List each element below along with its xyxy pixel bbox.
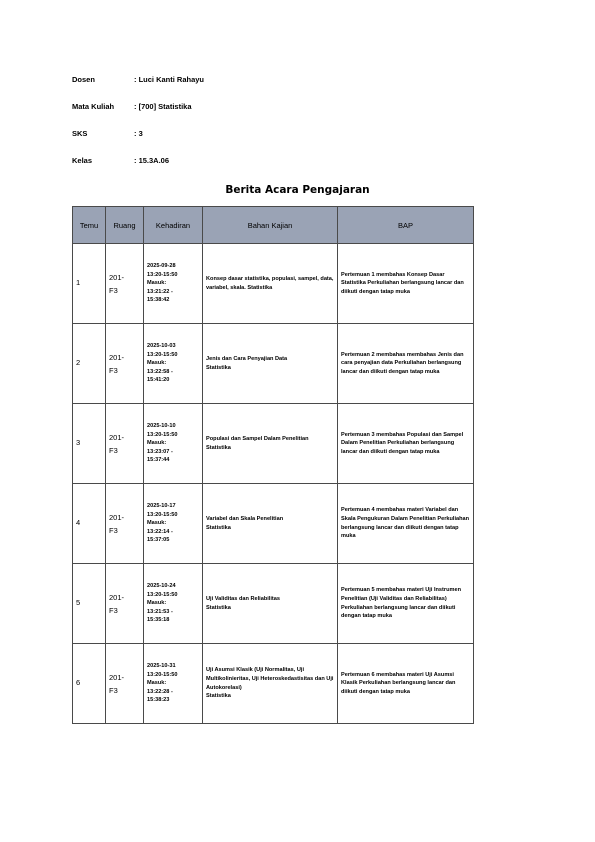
cell-kehadiran: 2025-10-31 13:20-15:50 Masuk: 13:22:28 - 15:38:23 — [144, 644, 203, 724]
info-value: : 3 — [134, 129, 143, 138]
cell-ruang: 201- F3 — [106, 324, 144, 404]
cell-temu: 2 — [73, 324, 106, 404]
header-bahan-kajian: Bahan Kajian — [203, 207, 338, 244]
info-value: : Luci Kanti Rahayu — [134, 75, 205, 84]
cell-kehadiran: 2025-10-17 13:20-15:50 Masuk: 13:22:14 - 15:37:05 — [144, 484, 203, 564]
cell-bap: Pertemuan 1 membahas Konsep Dasar Statistika Perkuliahan berlangsung lancar dan diikuti dengan tatap muka — [338, 244, 474, 324]
table-row — [73, 244, 474, 324]
cell-bap: Pertemuan 3 membahas Populasi dan Sampel Dalam Penelitian Perkuliahan berlangsung lancar dan diikuti dengan tatap muka — [338, 404, 474, 484]
cell-ruang: 201- F3 — [106, 564, 144, 644]
cell-ruang: 201- F3 — [106, 644, 144, 724]
cell-bap: Pertemuan 2 membahas membahas Jenis dan cara penyajian data Perkuliahan berlangsung lancar dan diikuti dengan tatap muka — [338, 324, 474, 404]
cell-temu: 1 — [73, 244, 106, 324]
page-title: Berita Acara Pengajaran — [225, 184, 370, 196]
table-row — [73, 644, 474, 724]
info-value: : 15.3A.06 — [134, 156, 170, 165]
cell-bap: Pertemuan 5 membahas materi Uji Instrumen Penelitian (Uji Validitas dan Reliabilitas) Perkuliahan berlangsung lancar dan diikuti dengan tatap muka — [338, 564, 474, 644]
cell-bahan-kajian: Jenis dan Cara Penyajian Data Statistika — [203, 324, 338, 404]
cell-temu: 5 — [73, 564, 106, 644]
cell-ruang: 201- F3 — [106, 404, 144, 484]
cell-bahan-kajian: Konsep dasar statistika, populasi, sampel, data, variabel, skala. Statistika — [203, 244, 338, 324]
header-ruang: Ruang — [106, 207, 144, 244]
info-label: Dosen — [72, 75, 95, 84]
cell-ruang: 201- F3 — [106, 484, 144, 564]
table-row — [73, 564, 474, 644]
header-kehadiran: Kehadiran — [144, 207, 203, 244]
cell-bahan-kajian: Populasi dan Sampel Dalam Penelitian Statistika — [203, 404, 338, 484]
bap-table — [72, 206, 474, 724]
table-header-row — [73, 207, 474, 244]
cell-bap: Pertemuan 6 membahas materi Uji Asumsi Klasik Perkuliahan berlangsung lancar dan diikuti dengan tatap muka — [338, 644, 474, 724]
cell-bahan-kajian: Uji Asumsi Klasik (Uji Normalitas, Uji Multikolinieritas, Uji Heteroskedastisitas dan Uji Autokorelasi) Statistika — [203, 644, 338, 724]
table-row — [73, 484, 474, 564]
table-row — [73, 404, 474, 484]
cell-bahan-kajian: Variabel dan Skala Penelitian Statistika — [203, 484, 338, 564]
info-label: Kelas — [72, 156, 93, 165]
table-row — [73, 324, 474, 404]
cell-bahan-kajian: Uji Validitas dan Reliabilitas Statistika — [203, 564, 338, 644]
info-label: Mata Kuliah — [72, 102, 115, 111]
cell-bap: Pertemuan 4 membahas materi Variabel dan Skala Pengukuran Dalam Penelitian Perkuliahan berlangsung lancar dan diikuti dengan tatap muka — [338, 484, 474, 564]
cell-kehadiran: 2025-10-10 13:20-15:50 Masuk: 13:23:07 - 15:37:44 — [144, 404, 203, 484]
cell-temu: 3 — [73, 404, 106, 484]
header-temu: Temu — [73, 207, 106, 244]
cell-ruang: 201- F3 — [106, 244, 144, 324]
header-bap: BAP — [338, 207, 474, 244]
cell-temu: 6 — [73, 644, 106, 724]
cell-kehadiran: 2025-10-24 13:20-15:50 Masuk: 13:21:53 - 15:35:18 — [144, 564, 203, 644]
cell-kehadiran: 2025-09-28 13:20-15:50 Masuk: 13:21:22 - 15:38:42 — [144, 244, 203, 324]
cell-temu: 4 — [73, 484, 106, 564]
cell-kehadiran: 2025-10-03 13:20-15:50 Masuk: 13:22:58 - 15:41:20 — [144, 324, 203, 404]
info-label: SKS — [72, 129, 88, 138]
info-value: : [700] Statistika — [134, 102, 192, 111]
